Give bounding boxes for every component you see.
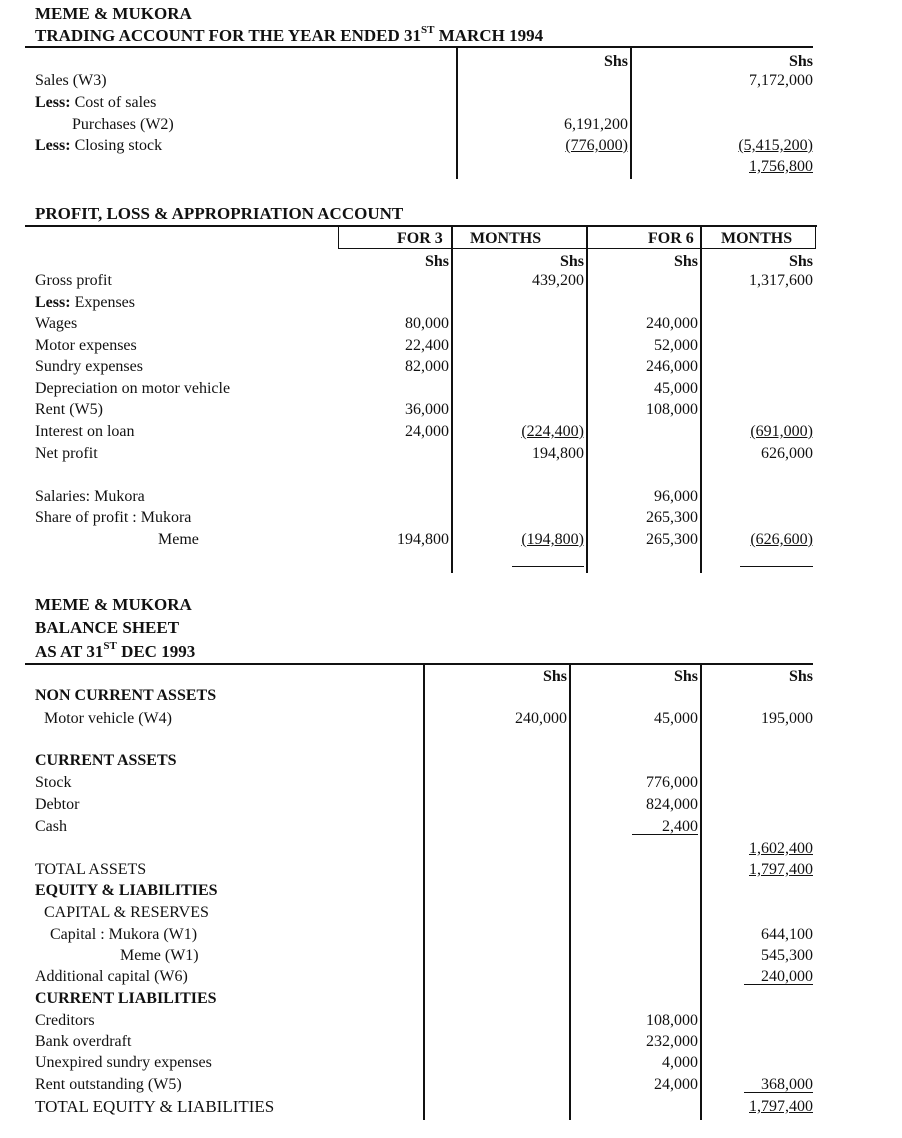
bs-shs-3: Shs: [788, 668, 813, 685]
expenses-total-3m: (224,400): [521, 423, 584, 440]
meme-6m: 265,300: [646, 531, 698, 548]
creditors-label: Creditors: [35, 1012, 95, 1029]
appropriation-total-3m: (194,800): [521, 531, 584, 548]
cost-of-sales-value: (5,415,200): [738, 137, 813, 154]
depreciation-6m: 45,000: [654, 380, 698, 397]
bs-rule: [25, 663, 813, 665]
wages-3m: 80,000: [405, 315, 449, 332]
salaries-label: Salaries: Mukora: [35, 488, 145, 505]
rent-3m: 36,000: [405, 401, 449, 418]
expenses-total-6m: (691,000): [750, 423, 813, 440]
rent-outstanding-value: 24,000: [654, 1076, 698, 1093]
total-equity-liabilities-value: 1,797,400: [749, 1098, 813, 1115]
capital-mukora-value: 644,100: [761, 926, 813, 943]
gross-profit-label: Gross profit: [35, 272, 112, 289]
meme-3m: 194,800: [397, 531, 449, 548]
bs-date-sup: ST: [103, 640, 117, 653]
motor-vehicle-nbv: 195,000: [761, 710, 813, 727]
appropriation-total-6m: (626,600): [750, 531, 813, 548]
balance-rule-6m: [740, 566, 813, 567]
rent-6m: 108,000: [646, 401, 698, 418]
bs-date: [35, 640, 196, 661]
trading-title-text: TRADING ACCOUNT FOR THE YEAR ENDED 31: [35, 26, 422, 45]
bs-shs-2: Shs: [673, 668, 698, 685]
nca-heading: NON CURRENT ASSETS: [35, 687, 217, 704]
gross-profit-trading-value: 1,756,800: [749, 158, 813, 175]
trading-rule: [25, 46, 813, 48]
bs-firm-name: MEME & MUKORA: [35, 595, 192, 614]
closing-stock-value: (776,000): [565, 137, 628, 154]
creditors-value: 108,000: [646, 1012, 698, 1029]
total-assets-value: 1,797,400: [749, 861, 813, 878]
motor-vehicle-label: Motor vehicle (W4): [44, 710, 172, 727]
cash-value: 2,400: [662, 818, 698, 835]
pl-top-rule: [25, 225, 817, 227]
gross-profit-6m: 1,317,600: [749, 272, 813, 289]
sales-value: 7,172,000: [749, 72, 813, 89]
trading-col2-header: Shs: [788, 53, 813, 70]
closing-label-text: Closing stock: [70, 137, 163, 154]
capital-mukora-label: Capital : Mukora (W1): [50, 926, 198, 943]
trading-firm-name: MEME & MUKORA: [35, 4, 192, 23]
capital-meme-label: Meme (W1): [120, 947, 199, 964]
additional-capital-value: 240,000: [761, 968, 813, 985]
pl-for3-header: FOR 3: [397, 230, 443, 247]
pl-for6-header: FOR 6: [648, 230, 694, 247]
balance-dash-3m: -: [578, 560, 582, 572]
trading-title: [35, 24, 544, 45]
capital-reserves-label: CAPITAL & RESERVES: [44, 904, 209, 921]
stock-value: 776,000: [646, 774, 698, 791]
net-profit-6m: 626,000: [761, 445, 813, 462]
net-profit-label: Net profit: [35, 445, 98, 462]
bs-col-line-2: [569, 664, 571, 1120]
purchases-value: 6,191,200: [564, 116, 628, 133]
pl-shs-2: Shs: [559, 253, 584, 270]
purchases-label: Purchases (W2): [72, 116, 174, 133]
pl-for3-months-header: MONTHS: [470, 230, 542, 247]
debtor-value: 824,000: [646, 796, 698, 813]
pl-header-rule: [338, 248, 816, 249]
bs-title: BALANCE SHEET: [35, 618, 180, 637]
share-mukora-6m: 265,300: [646, 509, 698, 526]
trading-col1-header: Shs: [603, 53, 628, 70]
trading-col-line-1: [456, 48, 458, 179]
pl-less-label: Less:: [35, 294, 71, 311]
total-assets-label: TOTAL ASSETS: [35, 861, 147, 878]
closing-stock-label: [35, 137, 162, 155]
net-profit-3m: 194,800: [532, 445, 584, 462]
bank-overdraft-label: Bank overdraft: [35, 1033, 132, 1050]
bs-col-line-3: [700, 664, 702, 1120]
rent-label: Rent (W5): [35, 401, 103, 418]
motor-expenses-label: Motor expenses: [35, 337, 137, 354]
sales-label: Sales (W3): [35, 72, 107, 89]
bs-shs-1: Shs: [542, 668, 567, 685]
equity-liabilities-heading: EQUITY & LIABILITIES: [35, 882, 218, 899]
balance-rule-3m: [512, 566, 584, 567]
pl-expenses-text: Expenses: [70, 294, 135, 311]
capital-meme-value: 545,300: [761, 947, 813, 964]
cash-label: Cash: [35, 818, 67, 835]
bs-date-text-end: DEC 1993: [116, 642, 196, 661]
closing-less-label: Less:: [35, 137, 71, 154]
meme-label: Meme: [158, 531, 199, 548]
salaries-6m: 96,000: [654, 488, 698, 505]
total-equity-liabilities-label: TOTAL EQUITY & LIABILITIES: [35, 1097, 275, 1116]
ca-heading: CURRENT ASSETS: [35, 752, 177, 769]
pl-title: PROFIT, LOSS & APPROPRIATION ACCOUNT: [35, 204, 404, 223]
stock-label: Stock: [35, 774, 72, 791]
interest-3m: 24,000: [405, 423, 449, 440]
bank-overdraft-value: 232,000: [646, 1033, 698, 1050]
cost-of-sales-label: [35, 94, 156, 112]
rent-outstanding-label: Rent outstanding (W5): [35, 1076, 182, 1093]
wages-label: Wages: [35, 315, 78, 332]
interest-label: Interest on loan: [35, 423, 135, 440]
wages-6m: 240,000: [646, 315, 698, 332]
expenses-label: [35, 294, 135, 312]
pl-shs-1: Shs: [424, 253, 449, 270]
trading-title-sup: ST: [421, 24, 435, 37]
unexpired-sundry-label: Unexpired sundry expenses: [35, 1054, 212, 1071]
less-label: Less:: [35, 94, 71, 111]
pl-shs-4: Shs: [788, 253, 813, 270]
motor-expenses-6m: 52,000: [654, 337, 698, 354]
motor-vehicle-cost: 240,000: [515, 710, 567, 727]
bs-date-text: AS AT 31: [35, 642, 104, 661]
sundry-expenses-3m: 82,000: [405, 358, 449, 375]
depreciation-label: Depreciation on motor vehicle: [35, 380, 231, 397]
current-liabilities-total: 368,000: [761, 1076, 813, 1093]
additional-capital-label: Additional capital (W6): [35, 968, 188, 985]
gross-profit-3m: 439,200: [532, 272, 584, 289]
current-liabilities-heading: CURRENT LIABILITIES: [35, 990, 217, 1007]
pl-header-right-line: [815, 226, 816, 249]
motor-vehicle-depreciation: 45,000: [654, 710, 698, 727]
trading-col-line-2: [630, 48, 632, 179]
sundry-expenses-6m: 246,000: [646, 358, 698, 375]
pl-shs-3: Shs: [673, 253, 698, 270]
sundry-expenses-label: Sundry expenses: [35, 358, 143, 375]
bs-col-line-1: [423, 664, 425, 1120]
motor-expenses-3m: 22,400: [405, 337, 449, 354]
trading-title-text-end: MARCH 1994: [434, 26, 544, 45]
unexpired-sundry-value: 4,000: [662, 1054, 698, 1071]
share-profit-label: Share of profit : Mukora: [35, 509, 192, 526]
debtor-label: Debtor: [35, 796, 80, 813]
pl-header-left-line: [338, 226, 339, 249]
current-assets-total: 1,602,400: [749, 840, 813, 857]
cost-label-text: Cost of sales: [70, 94, 157, 111]
balance-dash-6m: -: [807, 560, 811, 572]
pl-for6-months-header: MONTHS: [721, 230, 793, 247]
pl-col-line-1: [451, 226, 453, 573]
